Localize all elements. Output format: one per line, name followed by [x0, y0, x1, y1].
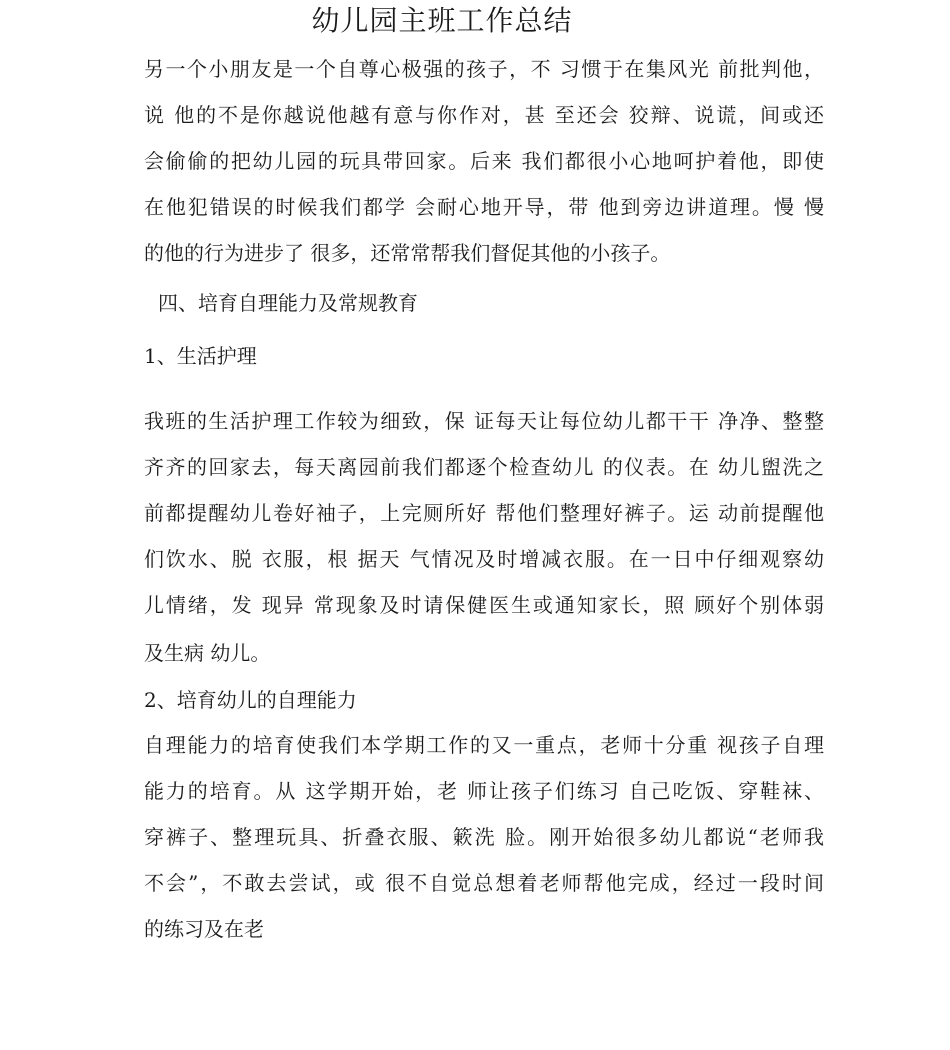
paragraph-line: 说 他的不是你越说他越有意与你作对，甚 至还会 狡辩、说谎，间或还 — [144, 103, 824, 127]
paragraph-line: 儿情绪，发 现异 常现象及时请保健医生或通知家长，照 顾好个别体弱 — [144, 593, 824, 617]
document-title: 幼儿园主班工作总结 — [311, 4, 573, 37]
paragraph-line: 我班的生活护理工作较为细致，保 证每天让每位幼儿都干干 净净、整整 — [144, 409, 824, 433]
paragraph-line: 齐齐的回家去，每天离园前我们都逐个检查幼儿 的仪表。在 幼儿盥洗之 — [144, 455, 824, 479]
paragraph-line: 另一个小朋友是一个自尊心极强的孩子，不 习惯于在集风光 前批判他， — [144, 57, 824, 81]
paragraph-line: 会偷偷的把幼儿园的玩具带回家。后来 我们都很小心地呵护着他，即使 — [144, 149, 824, 173]
paragraph-line: 穿裤子、整理玩具、折叠衣服、簌洗 脸。刚开始很多幼儿都说“老师我 — [144, 825, 824, 849]
section-heading: 四、培育自理能力及常规教育 — [158, 291, 418, 315]
paragraph-line: 前都提醒幼儿卷好袖子，上完厕所好 帮他们整理好裤子。运 动前提醒他 — [144, 501, 824, 525]
paragraph-line: 自理能力的培育使我们本学期工作的又一重点，老师十分重 视孩子自理 — [144, 733, 824, 757]
subsection-heading: 2、培育幼儿的自理能力 — [144, 688, 357, 712]
paragraph-line: 的他的行为进步了 很多，还常常帮我们督促其他的小孩子。 — [144, 241, 671, 265]
paragraph-line: 能力的培育。从 这学期开始，老 师让孩子们练习 自己吃饭、穿鞋袜、 — [144, 779, 824, 803]
subsection-heading: 1、生活护理 — [144, 344, 257, 368]
paragraph-line: 的练习及在老 — [144, 917, 264, 941]
paragraph-line: 们饮水、脱 衣服，根 据天 气情况及时增减衣服。在一日中仔细观察幼 — [144, 547, 824, 571]
paragraph-line: 及生病 幼儿。 — [144, 641, 271, 665]
paragraph-line: 不会”，不敢去尝试，或 很不自觉总想着老师帮他完成，经过一段时间 — [144, 871, 824, 895]
paragraph-line: 在他犯错误的时候我们都学 会耐心地开导，带 他到旁边讲道理。慢 慢 — [144, 195, 824, 219]
